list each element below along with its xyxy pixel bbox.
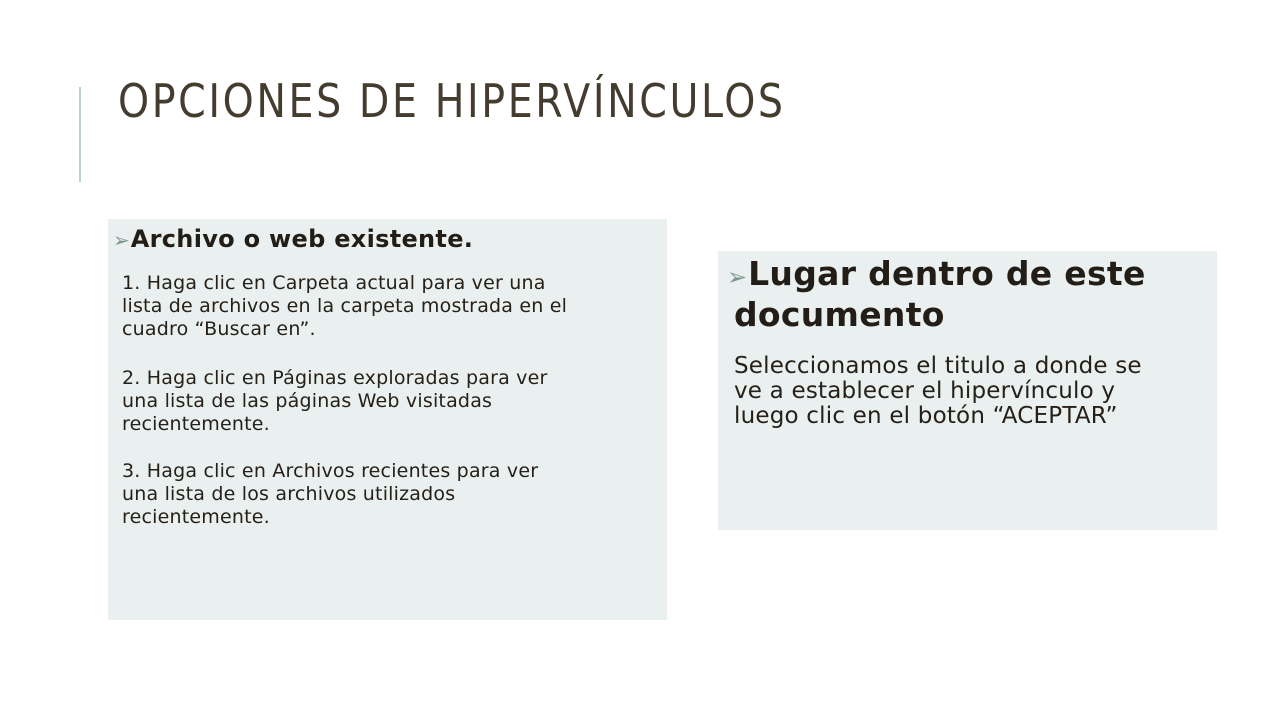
step-item	[122, 367, 667, 436]
arrow-bullet-icon: ➢	[113, 228, 130, 252]
step-line: una lista de las páginas Web visitadas	[122, 390, 493, 412]
step-item	[122, 460, 667, 529]
right-heading-text: Lugar dentro de este	[748, 254, 1146, 293]
step-line: una lista de los archivos utilizados	[122, 483, 456, 505]
step-line: 1. Haga clic en Carpeta actual para ver una	[122, 272, 546, 294]
step-line: recientemente.	[122, 506, 270, 528]
body-line: luego clic en el botón “ACEPTAR”	[734, 403, 1118, 429]
arrow-bullet-icon: ➢	[727, 263, 748, 291]
step-line: 3. Haga clic en Archivos recientes para ver	[122, 460, 539, 482]
left-heading	[113, 225, 473, 253]
step-item	[122, 272, 667, 341]
right-heading	[727, 253, 1146, 294]
step-line: lista de archivos en la carpeta mostrada en el	[122, 295, 568, 317]
body-line: Seleccionamos el titulo a donde se	[734, 353, 1142, 379]
step-line: 2. Haga clic en Páginas exploradas para ver	[122, 367, 548, 389]
right-heading-text-continued: documento	[734, 295, 945, 334]
right-body-text	[734, 354, 1142, 429]
slide-title: OPCIONES DE HIPERVÍNCULOS	[118, 74, 786, 128]
title-accent-bar	[79, 87, 81, 182]
step-line: recientemente.	[122, 413, 270, 435]
body-line: ve a establecer el hipervínculo y	[734, 378, 1116, 404]
step-line: cuadro “Buscar en”.	[122, 318, 316, 340]
left-heading-text: Archivo o web existente.	[130, 225, 474, 253]
